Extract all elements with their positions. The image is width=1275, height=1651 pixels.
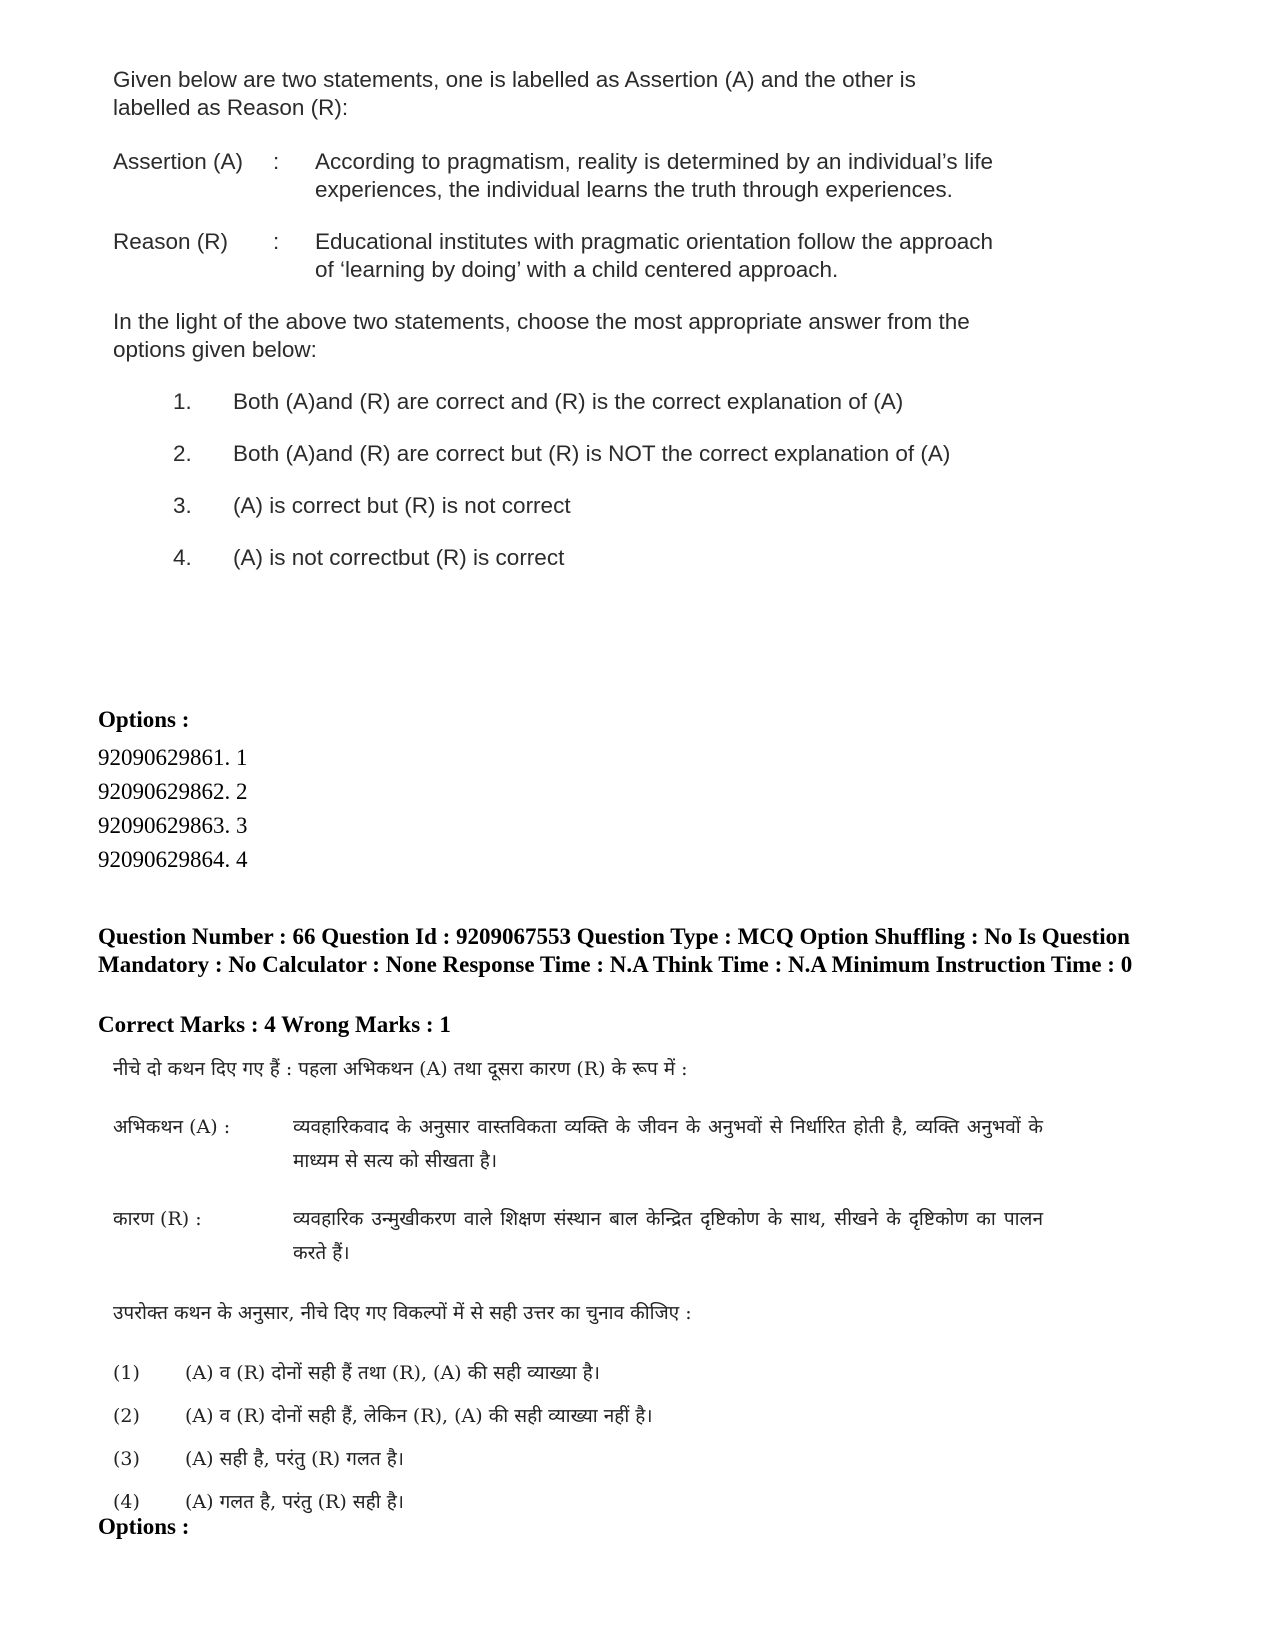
- answer-choices: [113, 388, 993, 572]
- answer-choice: [113, 1399, 1043, 1442]
- choice-number: (3): [113, 1448, 140, 1470]
- question-intro-hindi: नीचे दो कथन दिए गए हैं : पहला अभिकथन (A) तथा दूसरा कारण (R) के रूप में :: [113, 1058, 688, 1080]
- answer-choice: [113, 1485, 1043, 1528]
- assertion-text-hindi: व्यवहारिकवाद के अनुसार वास्तविकता व्यक्ति के जीवन के अनुभवों से निर्धारित होती है, व्यक्ति अनुभवों के माध्यम से सत्य को सीखता है।: [293, 1116, 1043, 1172]
- choice-text: (A) सही है, परंतु (R) गलत है।: [185, 1448, 404, 1470]
- reason-label: Reason (R): [113, 229, 229, 254]
- choice-text: (A) व (R) दोनों सही हैं तथा (R), (A) की सही व्याख्या है।: [185, 1362, 600, 1384]
- marks-info: Correct Marks : 4 Wrong Marks : 1: [98, 1012, 451, 1037]
- assertion-statement: [113, 148, 993, 204]
- choice-text: Both (A)and (R) are correct and (R) is the correct explanation of (A): [233, 389, 904, 414]
- option-id-list: [98, 741, 248, 877]
- option-id: 92090629861. 1: [98, 745, 248, 770]
- answer-choice: [113, 1356, 1043, 1399]
- assertion-label-hindi: अभिकथन (A) :: [113, 1116, 231, 1138]
- choice-text: (A) is correct but (R) is not correct: [233, 493, 571, 518]
- hindi-question: [113, 1052, 1043, 1528]
- options-heading-2: Options :: [98, 1514, 190, 1539]
- answer-choice: [113, 544, 993, 572]
- question-intro: Given below are two statements, one is labelled as Assertion (A) and the other is labelled as Reason (R):: [113, 67, 916, 120]
- choice-text: Both (A)and (R) are correct but (R) is NOT the correct explanation of (A): [233, 441, 951, 466]
- separator: :: [273, 149, 280, 174]
- choice-number: 1.: [173, 389, 192, 414]
- separator: :: [273, 229, 280, 254]
- choice-text: (A) व (R) दोनों सही हैं, लेकिन (R), (A) की सही व्याख्या नहीं है।: [185, 1405, 653, 1427]
- assertion-statement-hindi: [113, 1110, 1043, 1178]
- answer-choice: [113, 388, 993, 416]
- reason-label-hindi: कारण (R) :: [113, 1208, 202, 1230]
- reason-text-hindi: व्यवहारिक उन्मुखीकरण वाले शिक्षण संस्थान बाल केन्द्रित दृष्टिकोण के साथ, सीखने के दृष्टिकोण का पालन करते हैं।: [293, 1208, 1043, 1264]
- option-id: 92090629863. 3: [98, 813, 248, 838]
- reason-text: Educational institutes with pragmatic orientation follow the approach of ‘learning by doing’ with a child centered approach.: [315, 229, 993, 282]
- choice-number: (2): [113, 1405, 140, 1427]
- reason-statement: [113, 228, 993, 284]
- choice-number: (1): [113, 1362, 140, 1384]
- option-id: 92090629864. 4: [98, 847, 248, 872]
- choice-number: 2.: [173, 441, 192, 466]
- answer-choices-hindi: [113, 1356, 1043, 1528]
- choice-number: 4.: [173, 545, 192, 570]
- answer-choice: [113, 492, 993, 520]
- assertion-text: According to pragmatism, reality is determined by an individual’s life experiences, the individual learns the truth through experiences.: [315, 149, 993, 202]
- choice-text: (A) is not correctbut (R) is correct: [233, 545, 565, 570]
- choice-number: 3.: [173, 493, 192, 518]
- answer-choice: [113, 1442, 1043, 1485]
- answer-choice: [113, 440, 993, 468]
- options-heading: Options :: [98, 707, 190, 732]
- choice-number: (4): [113, 1491, 140, 1513]
- assertion-label: Assertion (A): [113, 149, 244, 174]
- question-instruction-hindi: उपरोक्त कथन के अनुसार, नीचे दिए गए विकल्पों में से सही उत्तर का चुनाव कीजिए :: [113, 1302, 692, 1324]
- choice-text: (A) गलत है, परंतु (R) सही है।: [185, 1491, 404, 1513]
- question-meta: Question Number : 66 Question Id : 9209067553 Question Type : MCQ Option Shuffling : No Is Question Mandatory : No Calculator : None Response Time : N.A Think Time : N.A Minimum Instruction Time : 0: [98, 924, 1133, 977]
- english-question: [113, 66, 993, 596]
- question-instruction: In the light of the above two statements, choose the most appropriate answer from the options given below:: [113, 309, 970, 362]
- option-id: 92090629862. 2: [98, 779, 248, 804]
- reason-statement-hindi: [113, 1202, 1043, 1270]
